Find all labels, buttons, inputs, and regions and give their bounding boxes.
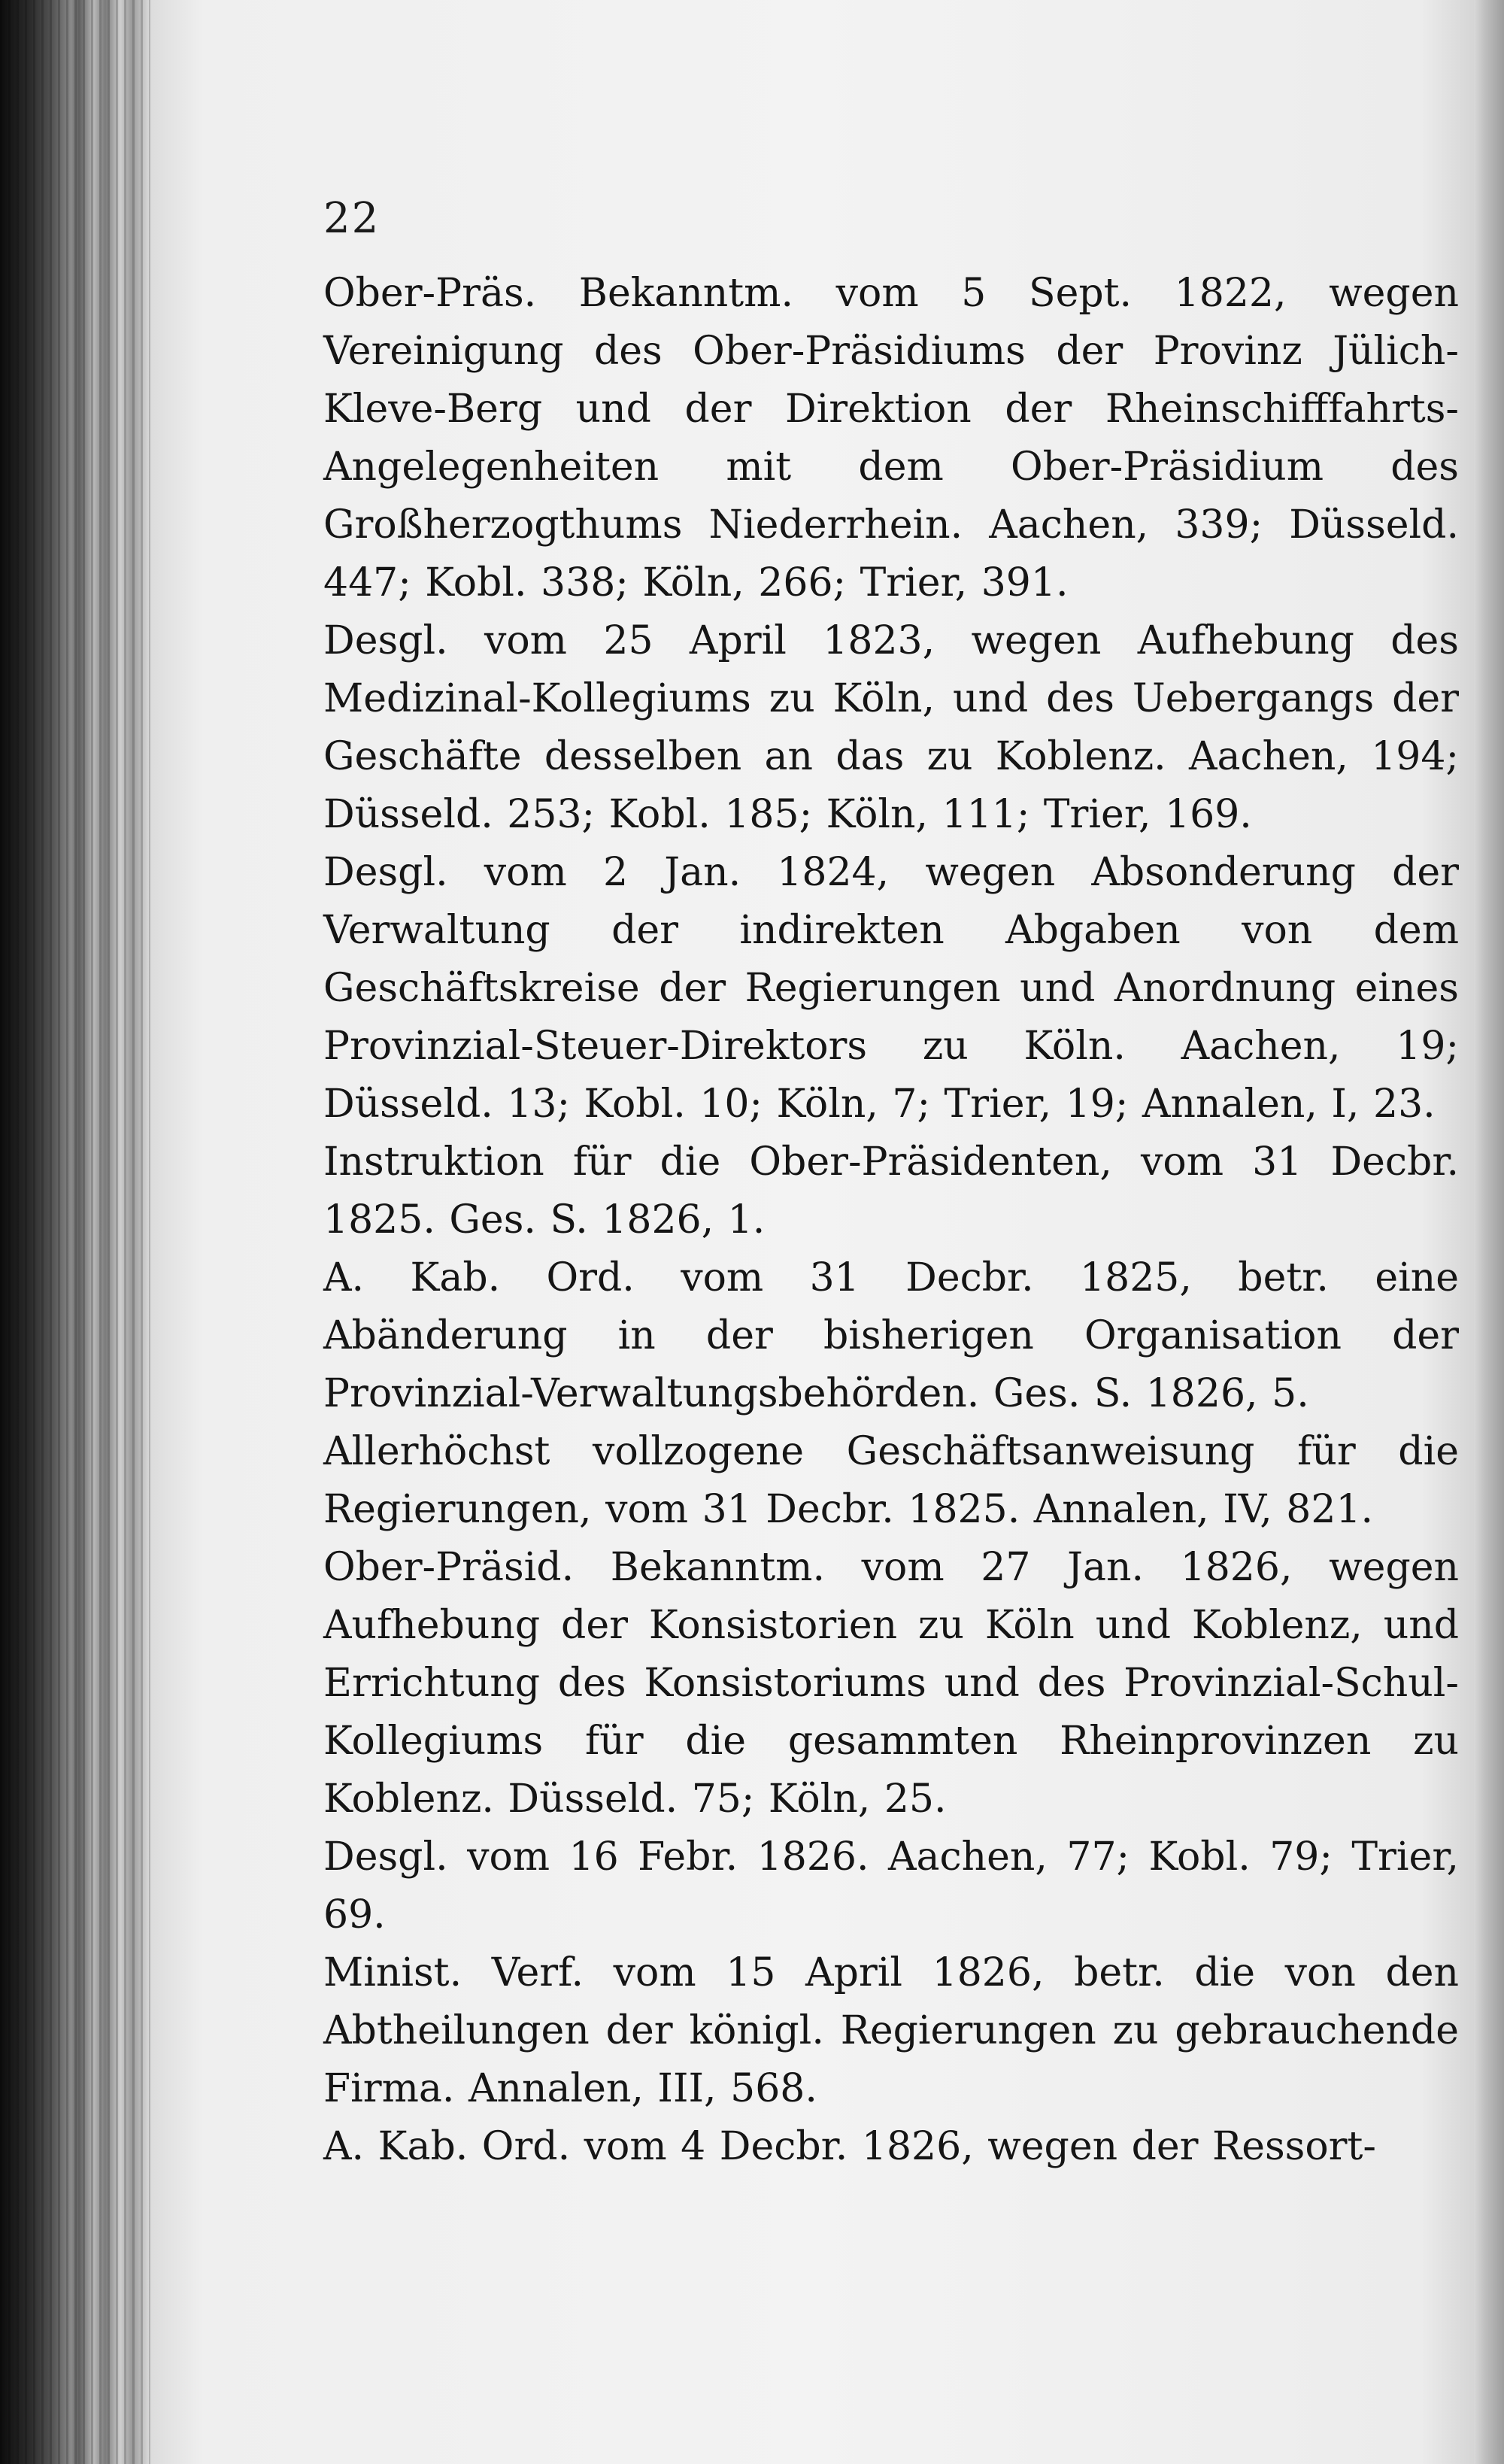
book-binding-gutter <box>0 0 150 2464</box>
entry-9: Minist. Verf. vom 15 April 1826, betr. die von den Abtheilungen der königl. Regierungen zu gebrauchende Firma. Annalen, III, 568. <box>323 1950 1459 2111</box>
entry-7: Ober-Präsid. Bekanntm. vom 27 Jan. 1826, wegen Aufhebung der Konsistorien zu Köln und Koblenz, und Errichtung des Konsistoriums und des Provinzial-Schul-Kollegiums für die gesammten Rheinprovinzen zu Koblenz. Düsseld. 75; Köln, 25. <box>323 1545 1459 1822</box>
page-text <box>323 265 1459 2176</box>
entry-10: A. Kab. Ord. vom 4 Decbr. 1826, wegen der Ressort- <box>323 2124 1376 2169</box>
page-number: 22 <box>323 194 381 243</box>
entry-2: Desgl. vom 25 April 1823, wegen Aufhebung des Medizinal-Kollegiums zu Köln, und des Uebergangs der Geschäfte desselben an das zu Koblenz. Aachen, 194; Düsseld. 253; Kobl. 185; Köln, 111; Trier, 169. <box>323 618 1459 837</box>
entry-5: A. Kab. Ord. vom 31 Decbr. 1825, betr. eine Abänderung in der bisherigen Organisation der Provinzial-Verwaltungsbehörden. Ges. S. 1826, 5. <box>323 1255 1459 1416</box>
entry-8: Desgl. vom 16 Febr. 1826. Aachen, 77; Kobl. 79; Trier, 69. <box>323 1834 1459 1938</box>
entry-4: Instruktion für die Ober-Präsidenten, vom 31 Decbr. 1825. Ges. S. 1826, 1. <box>323 1139 1459 1243</box>
page-edge <box>1474 0 1504 2464</box>
entry-1: Ober-Präs. Bekanntm. vom 5 Sept. 1822, wegen Vereinigung des Ober-Präsidiums der Provinz Jülich-Kleve-Berg und der Direktion der Rheinschifffahrts-Angelegenheiten mit dem Ober-Präsidium des Großherzogthums Niederrhein. Aachen, 339; Düsseld. 447; Kobl. 338; Köln, 266; Trier, 391. <box>323 271 1459 605</box>
entry-3: Desgl. vom 2 Jan. 1824, wegen Absonderung der Verwaltung der indirekten Abgaben von dem Geschäftskreise der Regierungen und Anordnung eines Provinzial-Steuer-Direktors zu Köln. Aachen, 19; Düsseld. 13; Kobl. 10; Köln, 7; Trier, 19; Annalen, I, 23. <box>323 850 1459 1127</box>
entry-6: Allerhöchst vollzogene Geschäftsanweisung für die Regierungen, vom 31 Decbr. 1825. Annalen, IV, 821. <box>323 1429 1459 1532</box>
